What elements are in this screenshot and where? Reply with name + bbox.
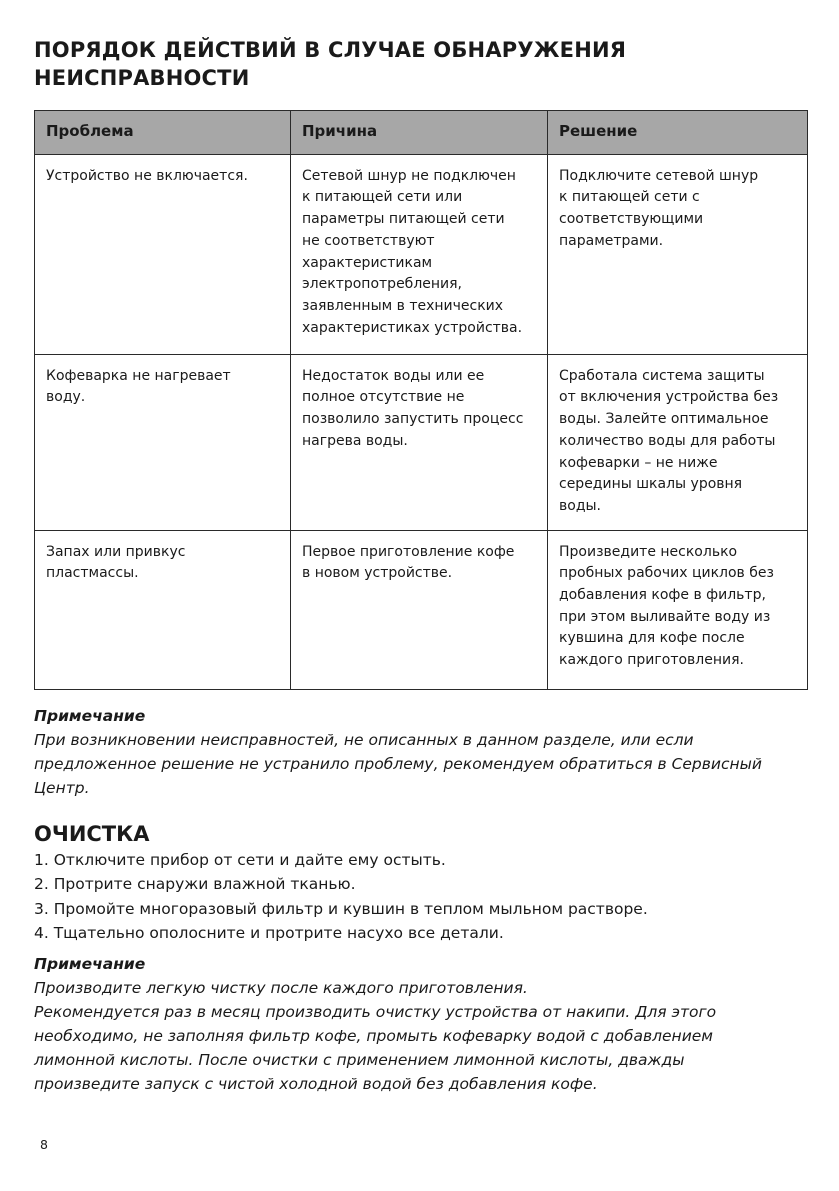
cell-line: Первое приготовление кофе — [302, 543, 515, 560]
note-line: Рекомендуется раз в месяц производить очистку устройства от накипи. Для этого — [34, 1003, 717, 1021]
cleaning-step: 1. Отключите прибор от сети и дайте ему остыть. — [34, 851, 446, 869]
cell-line: нагрева воды. — [302, 432, 408, 449]
table-row — [35, 154, 808, 354]
cleaning-step: 2. Протрите снаружи влажной тканью. — [34, 875, 356, 894]
cell-line: воды. — [559, 497, 601, 514]
solution-cell — [548, 154, 808, 354]
cell-line: воды. Залейте оптимальное — [559, 411, 769, 428]
page-title-line-2: НЕИСПРАВНОСТИ — [34, 66, 250, 90]
cell-line: от включения устройства без — [559, 389, 779, 406]
page-number: 8 — [40, 1137, 48, 1152]
cleaning-note — [34, 952, 804, 1096]
cause-cell — [291, 354, 548, 530]
cell-line: пластмассы. — [46, 565, 139, 582]
cell-line: электропотребления, — [302, 276, 463, 293]
cell-line: Подключите сетевой шнур — [559, 167, 759, 184]
note-line: необходимо, не заполняя фильтр кофе, промыть кофеварку водой с добавлением — [34, 1027, 713, 1045]
cell-line: полное отсутствие не — [302, 389, 465, 406]
cell-line: Сработала система защиты — [559, 367, 765, 384]
cell-line: кофеварки – не ниже — [559, 454, 718, 471]
table-header-row — [35, 111, 808, 155]
cell-line: каждого приготовления. — [559, 652, 744, 669]
cell-line: не соответствуют — [302, 232, 435, 249]
note-heading: Примечание — [34, 955, 146, 973]
column-header-solution: Решение — [548, 111, 808, 155]
problem-cell — [35, 154, 291, 354]
column-header-cause: Причина — [291, 111, 548, 155]
cell-line: Недостаток воды или ее — [302, 367, 485, 384]
cell-line: Произведите несколько — [559, 543, 738, 560]
cell-line: параметры питающей сети — [302, 211, 505, 228]
cell-line: Устройство не включается. — [46, 167, 248, 184]
cleaning-step: 4. Тщательно ополосните и протрите насухо все детали. — [34, 923, 504, 942]
troubleshooting-note — [34, 704, 804, 800]
cell-line: к питающей сети или — [302, 189, 463, 206]
table-row — [35, 530, 808, 689]
cell-line: характеристикам — [302, 254, 433, 271]
cell-line: Сетевой шнур не подключен — [302, 167, 516, 184]
cell-line: характеристиках устройства. — [302, 319, 523, 336]
cleaning-section-title: ОЧИСТКА — [34, 822, 150, 846]
cell-line: позволило запустить процесс — [302, 411, 524, 428]
page-title — [34, 36, 734, 92]
cell-line: Кофеварка не нагревает — [46, 367, 231, 384]
cell-line: при этом выливайте воду из — [559, 608, 771, 625]
cleaning-steps-list — [34, 848, 804, 945]
solution-cell — [548, 354, 808, 530]
note-line: предложенное решение не устранило проблему, рекомендуем обратиться в Сервисный — [34, 755, 762, 773]
cell-line: пробных рабочих циклов без — [559, 565, 774, 582]
problem-cell — [35, 354, 291, 530]
cell-line: середины шкалы уровня — [559, 476, 743, 493]
cleaning-step: 3. Промойте многоразовый фильтр и кувшин в теплом мыльном растворе. — [34, 899, 648, 918]
cell-line: к питающей сети с — [559, 189, 700, 206]
cell-line: соответствующими — [559, 211, 704, 228]
cell-line: кувшина для кофе после — [559, 630, 745, 647]
table-row — [35, 354, 808, 530]
cause-cell — [291, 154, 548, 354]
note-line: При возникновении неисправностей, не описанных в данном разделе, или если — [34, 731, 694, 749]
note-heading: Примечание — [34, 707, 146, 725]
cell-line: добавления кофе в фильтр, — [559, 587, 766, 604]
page-title-line-1: ПОРЯДОК ДЕЙСТВИЙ В СЛУЧАЕ ОБНАРУЖЕНИЯ — [34, 38, 627, 62]
cell-line: воду. — [46, 389, 86, 406]
troubleshooting-table — [34, 110, 808, 690]
note-line: произведите запуск с чистой холодной водой без добавления кофе. — [34, 1075, 598, 1093]
note-line: Производите легкую чистку после каждого приготовления. — [34, 979, 528, 997]
note-line: Центр. — [34, 779, 90, 797]
cell-line: количество воды для работы — [559, 432, 776, 449]
cause-cell — [291, 530, 548, 689]
column-header-problem: Проблема — [35, 111, 291, 155]
cell-line: параметрами. — [559, 232, 664, 249]
solution-cell — [548, 530, 808, 689]
problem-cell — [35, 530, 291, 689]
cell-line: заявленным в технических — [302, 297, 504, 314]
cell-line: в новом устройстве. — [302, 565, 453, 582]
cell-line: Запах или привкус — [46, 543, 186, 560]
note-line: лимонной кислоты. После очистки с применением лимонной кислоты, дважды — [34, 1051, 685, 1069]
